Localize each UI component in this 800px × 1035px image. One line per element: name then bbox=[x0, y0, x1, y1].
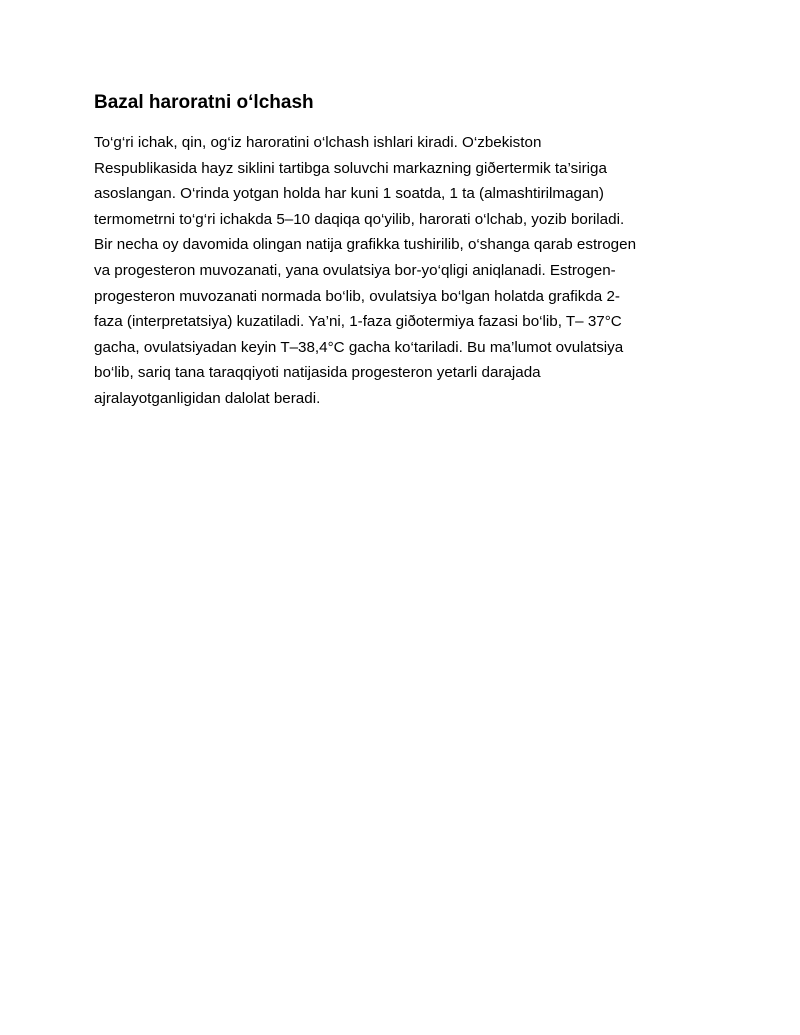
paragraph-line: gacha, ovulatsiyadan keyin T–38,4°C gacha ko‘tariladi. Bu ma’lumot ovulatsiya bbox=[94, 338, 624, 356]
paragraph-line: faza (interpretatsiya) kuzatiladi. Ya’ni, 1-faza giðotermiya fazasi bo‘lib, T– 37°C bbox=[94, 313, 622, 331]
document-title: Bazal haroratni o‘lchash bbox=[94, 92, 314, 113]
paragraph-line: asoslangan. O‘rinda yotgan holda har kuni 1 soatda, 1 ta (almashtirilmagan) bbox=[94, 185, 604, 203]
paragraph-line: va progesteron muvozanati, yana ovulatsiya bor-yo‘qligi aniqlanadi. Estrogen- bbox=[94, 261, 616, 279]
paragraph-line: termometrni to‘g‘ri ichakda 5–10 daqiqa qo‘yilib, harorati o‘lchab, yozib boriladi. bbox=[94, 210, 625, 228]
paragraph-line: ajralayotganligidan dalolat beradi. bbox=[94, 389, 321, 407]
document-paragraph bbox=[94, 130, 714, 412]
paragraph-line: progesteron muvozanati normada bo‘lib, ovulatsiya bo‘lgan holatda grafikda 2- bbox=[94, 287, 620, 305]
paragraph-line: Bir necha oy davomida olingan natija grafikka tushirilib, o‘shanga qarab estrogen bbox=[94, 236, 637, 254]
document-content bbox=[94, 90, 714, 412]
paragraph-line: To‘g‘ri ichak, qin, og‘iz haroratini o‘lchash ishlari kiradi. O‘zbekiston bbox=[94, 134, 542, 151]
paragraph-line: bo‘lib, sariq tana taraqqiyoti natijasida progesteron yetarli darajada bbox=[94, 364, 541, 382]
paragraph-line: Respublikasida hayz siklini tartibga soluvchi markazning giðertermik ta’siriga bbox=[94, 159, 607, 177]
